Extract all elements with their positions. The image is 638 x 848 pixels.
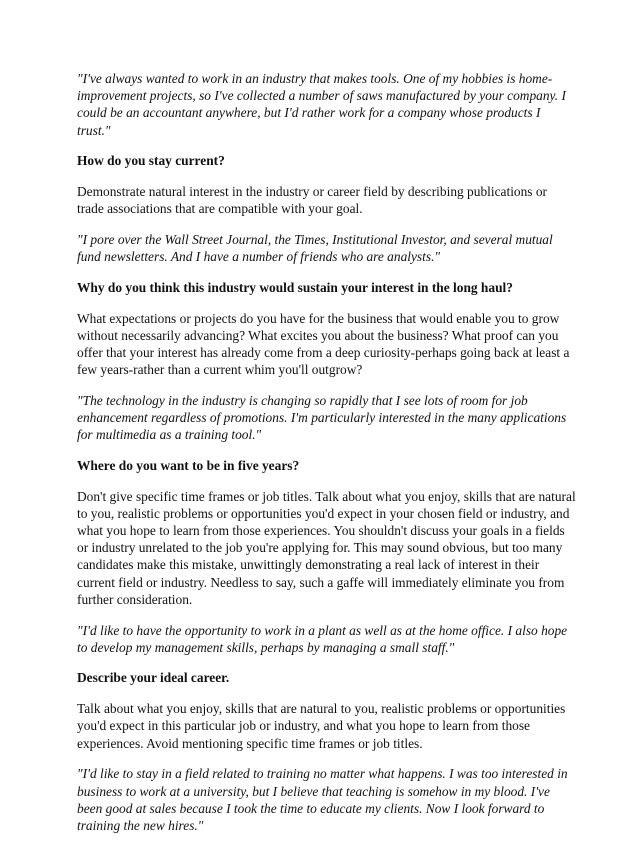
sample-answer-five-years: "I'd like to have the opportunity to work in a plant as well as at the home office. I also hope to develop my management skills, perhaps by managing a small staff."	[77, 622, 568, 655]
question-five-years: Where do you want to be in five years?	[77, 457, 300, 473]
sample-answer-tools: "I've always wanted to work in an industry that makes tools. One of my hobbies is home-improvement projects, so I've collected a number of saws manufactured by your company. I could be an accountant anywhere, but I'd rather work for a company whose products I trust."	[77, 71, 566, 138]
question-stay-current: How do you stay current?	[77, 153, 225, 169]
question-ideal-career: Describe your ideal career.	[77, 670, 230, 686]
advice-stay-current: Demonstrate natural interest in the industry or career field by describing publications or trade associations that are compatible with your goal.	[77, 184, 548, 217]
question-sustain-interest: Why do you think this industry would sustain your interest in the long haul?	[77, 279, 513, 295]
sample-answer-ideal-career: "I'd like to stay in a field related to training no matter what happens. I was too interested in business to work at a university, but I believe that teaching is somehow in my blood. I've been good at sales because I took the time to educate my clients. Now I look forward to training the new hires."	[77, 766, 568, 833]
document-page	[77, 70, 577, 848]
sample-answer-sustain-interest: "The technology in the industry is changing so rapidly that I see lots of room for job enhancement regardless of promotions. I'm particularly interested in the many applications for multimedia as a training tool."	[77, 392, 567, 443]
advice-ideal-career: Talk about what you enjoy, skills that are natural to you, realistic problems or opportunities you'd expect in this particular job or industry, and what you hope to learn from those experiences. Avoid mentioning specific time frames or job titles.	[77, 701, 566, 751]
advice-sustain-interest: What expectations or projects do you have for the business that would enable you to grow without necessarily advancing? What excites you about the business? What proof can you offer that your interest has already come from a deep curiosity-perhaps going back at least a few years-rather than a current whim you'll outgrow?	[77, 310, 570, 378]
advice-five-years: Don't give specific time frames or job titles. Talk about what you enjoy, skills that are natural to you, realistic problems or opportunities you'd expect in your chosen field or industry, and what you hope to learn from those experiences. You shouldn't discuss your goals in a fields or industry unrelated to the job you're applying for. This may sound obvious, but too many candidates make this mistake, unwittingly demonstrating a real lack of interest in their current field or industry. Needless to say, such a gaffe will immediately eliminate you from further consideration.	[77, 488, 576, 607]
sample-answer-stay-current: "I pore over the Wall Street Journal, the Times, Institutional Investor, and several mutual fund newsletters. And I have a number of friends who are analysts."	[77, 231, 553, 265]
